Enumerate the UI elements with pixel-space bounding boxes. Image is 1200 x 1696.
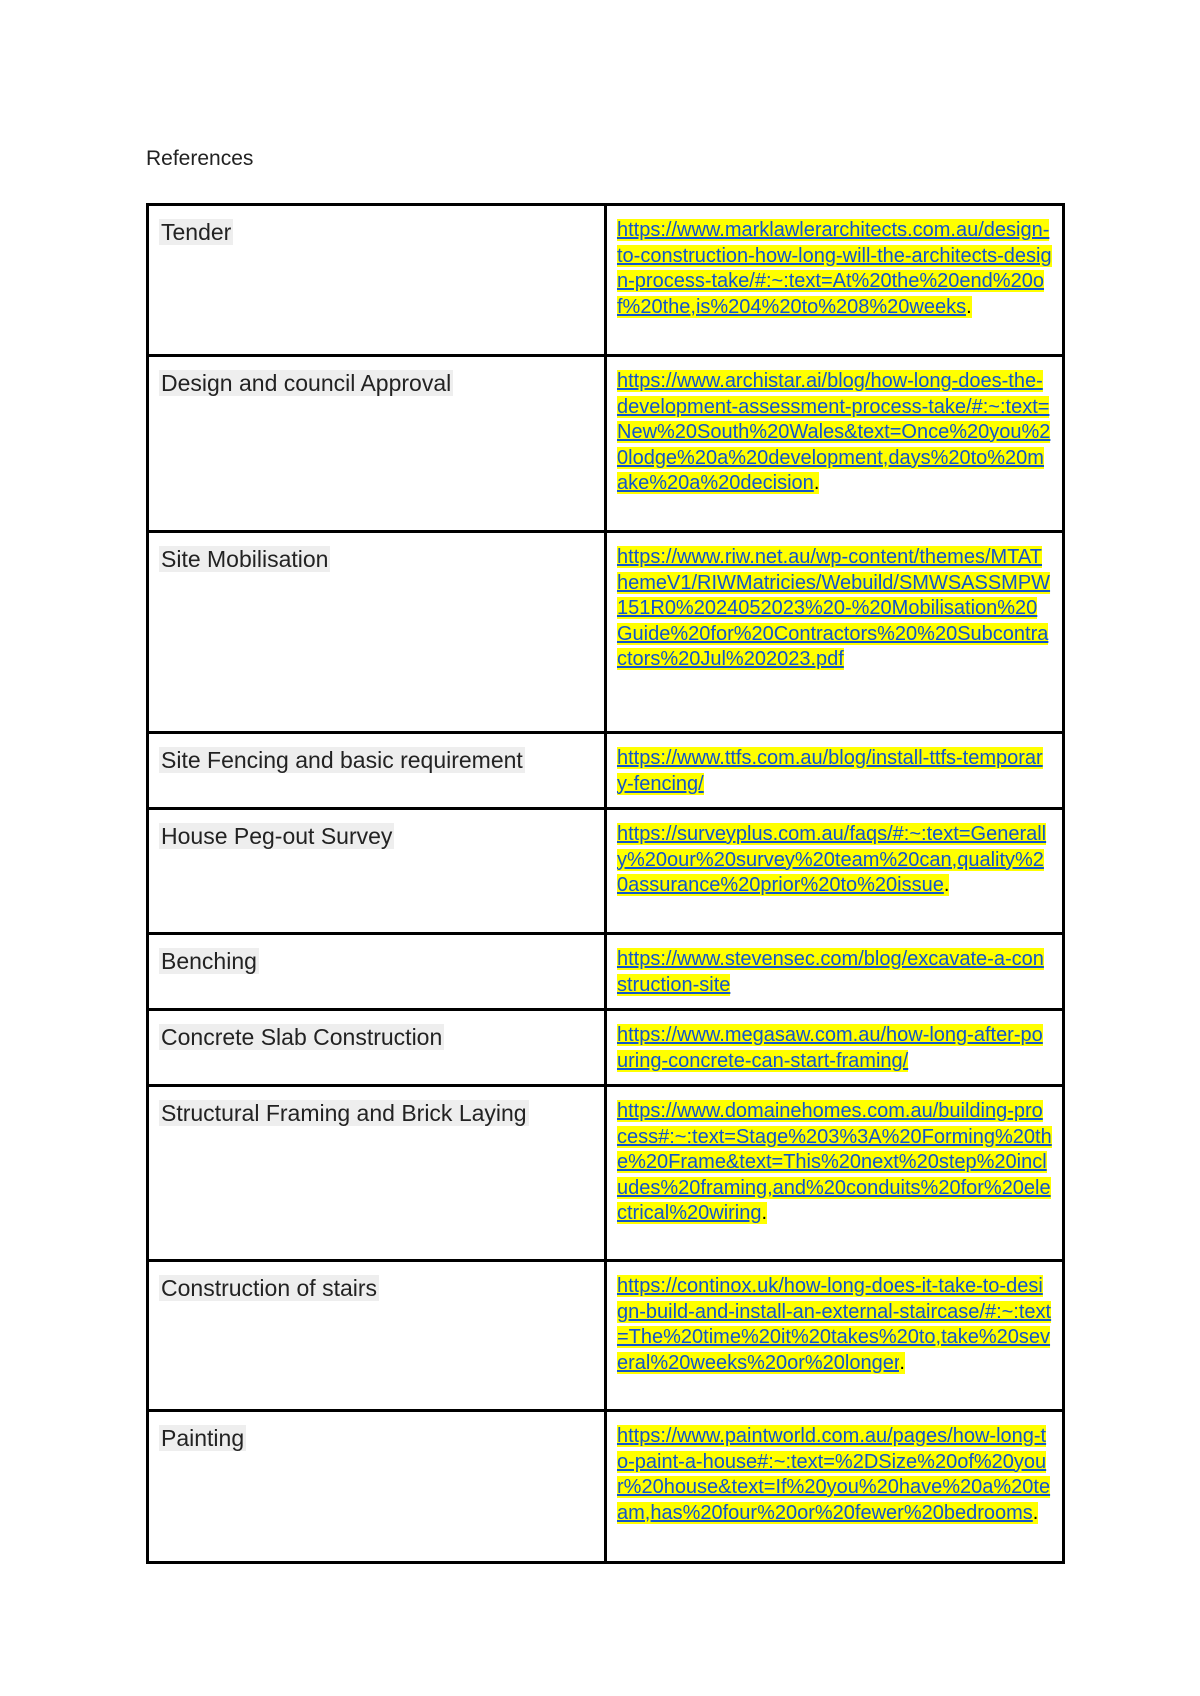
reference-link-wrap (617, 545, 1052, 673)
topic-label: Construction of stairs (161, 1275, 378, 1301)
reference-link-wrap (617, 218, 1052, 320)
table-row (148, 205, 1064, 356)
topic-cell (148, 1010, 606, 1086)
reference-link[interactable]: https://surveyplus.com.au/faqs/#:~:text=Generally%20our%20survey%20team%20can,quality%20assurance%20prior%20to%20issue (617, 823, 1047, 896)
reference-cell (606, 733, 1064, 809)
references-table-body (148, 205, 1064, 1563)
reference-link-wrap (617, 369, 1052, 497)
page-title: References (146, 147, 254, 170)
topic-label: Structural Framing and Brick Laying (161, 1100, 527, 1126)
reference-link[interactable]: https://continox.uk/how-long-does-it-take-to-design-build-and-install-an-external-staircase/#:~:text=The%20time%20it%20takes%20to,take%20several%20weeks%20or%20longer (617, 1275, 1052, 1374)
reference-link-wrap (617, 822, 1052, 899)
reference-cell (606, 934, 1064, 1010)
table-row (148, 1010, 1064, 1086)
link-suffix: . (966, 295, 972, 318)
link-suffix: . (1032, 1501, 1039, 1524)
topic-label: Benching (161, 948, 257, 974)
table-row (148, 1411, 1064, 1563)
topic-cell (148, 1086, 606, 1261)
table-row (148, 809, 1064, 934)
reference-link[interactable]: https://www.stevensec.com/blog/excavate-a-construction-site (617, 948, 1044, 996)
table-row (148, 934, 1064, 1010)
table-row (148, 1261, 1064, 1411)
link-suffix: . (761, 1202, 768, 1224)
reference-link[interactable]: https://www.paintworld.com.au/pages/how-long-to-paint-a-house#:~:text=%2DSize%20of%20your%20house&text=If%20you%20have%20a%20team,has%20four%20or%20fewer%20bedrooms (617, 1425, 1051, 1524)
reference-cell (606, 1086, 1064, 1261)
topic-label: Painting (161, 1425, 245, 1451)
topic-label: Design and council Approval (161, 370, 452, 396)
reference-link[interactable]: https://www.marklawlerarchitects.com.au/design-to-construction-how-long-will-the-architects-design-process-take/#:~:text=At%20the%20end%20of%20the,is%204%20to%208%20weeks (617, 219, 1052, 318)
reference-cell (606, 1261, 1064, 1411)
reference-cell (606, 532, 1064, 733)
topic-cell (148, 356, 606, 532)
link-suffix: . (813, 472, 820, 494)
reference-link-wrap (617, 1274, 1052, 1376)
topic-cell (148, 934, 606, 1010)
reference-link-wrap (617, 1424, 1052, 1526)
reference-link[interactable]: https://www.archistar.ai/blog/how-long-does-the-development-assessment-process-take/#:~:text=New%20South%20Wales&text=Once%20you%20lodge%20a%20development,days%20to%20make%20a%20decision (617, 370, 1051, 494)
topic-label: Site Mobilisation (161, 546, 329, 572)
table-row (148, 733, 1064, 809)
topic-label: Concrete Slab Construction (161, 1024, 443, 1050)
reference-cell (606, 1411, 1064, 1563)
reference-link-wrap (617, 746, 1052, 797)
link-suffix: . (943, 874, 950, 896)
topic-label: Tender (161, 219, 232, 245)
reference-link[interactable]: https://www.ttfs.com.au/blog/install-ttfs-temporary-fencing/ (617, 747, 1043, 795)
topic-cell (148, 532, 606, 733)
topic-cell (148, 733, 606, 809)
reference-cell (606, 809, 1064, 934)
reference-link-wrap (617, 1023, 1052, 1074)
references-table (146, 203, 1065, 1564)
topic-cell (148, 205, 606, 356)
topic-cell (148, 1261, 606, 1411)
reference-link[interactable]: https://www.megasaw.com.au/how-long-after-pouring-concrete-can-start-framing/ (617, 1024, 1043, 1072)
reference-cell (606, 205, 1064, 356)
reference-link[interactable]: https://www.riw.net.au/wp-content/themes/MTAThemeV1/RIWMatricies/Webuild/SMWSASSMPW151R0%2024052023%20-%20Mobilisation%20Guide%20for%20Contractors%20%20Subcontractors%20Jul%202023.pdf (617, 546, 1051, 670)
reference-cell (606, 1010, 1064, 1086)
topic-label: Site Fencing and basic requirement (161, 747, 523, 773)
reference-cell (606, 356, 1064, 532)
topic-label: House Peg-out Survey (161, 823, 393, 849)
table-row (148, 1086, 1064, 1261)
table-row (148, 356, 1064, 532)
table-row (148, 532, 1064, 733)
reference-link-wrap (617, 1099, 1052, 1227)
topic-cell (148, 809, 606, 934)
reference-link[interactable]: https://www.domainehomes.com.au/building-process#:~:text=Stage%203%3A%20Forming%20the%20Frame&text=This%20next%20step%20includes%20framing,and%20conduits%20for%20electrical%20wiring (617, 1100, 1052, 1224)
reference-link-wrap (617, 947, 1052, 998)
topic-cell (148, 1411, 606, 1563)
link-suffix: . (899, 1351, 905, 1374)
